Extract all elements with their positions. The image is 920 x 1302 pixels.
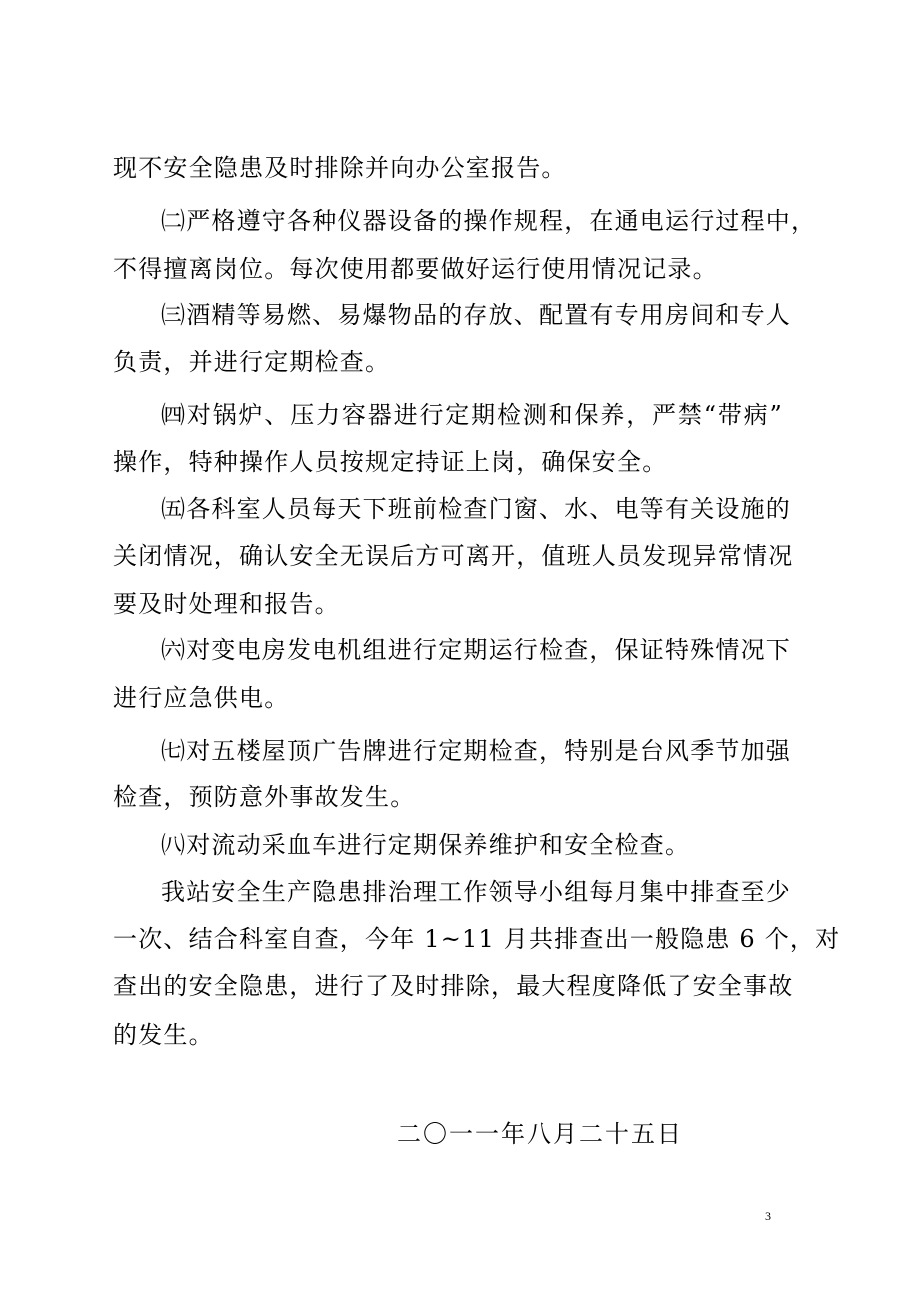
document-date: 二〇一一年八月二十五日 bbox=[397, 1120, 683, 1148]
item-8-line-1: ㈧对流动采血车进行定期保养维护和安全检查。 bbox=[161, 831, 691, 859]
item-4-line-1: ㈣对锅炉、压力容器进行定期检测和保养，严禁“带病” bbox=[161, 401, 783, 429]
summary-line-1: 我站安全生产隐患排治理工作领导小组每月集中排查至少 bbox=[161, 878, 791, 906]
item-2-line-1: ㈡严格遵守各种仪器设备的操作规程，在通电运行过程中， bbox=[161, 207, 817, 235]
item-3-line-1: ㈢酒精等易燃、易爆物品的存放、配置有专用房间和专人 bbox=[161, 301, 791, 329]
item-5-line-1: ㈤各科室人员每天下班前检查门窗、水、电等有关设施的 bbox=[161, 495, 791, 523]
item-7-line-2: 检查，预防意外事故发生。 bbox=[113, 783, 416, 811]
summary-line-3: 查出的安全隐患，进行了及时排除，最大程度降低了安全事故 bbox=[113, 972, 794, 1000]
text-line-continuation: 现不安全隐患及时排除并向办公室报告。 bbox=[113, 154, 567, 182]
summary-line-2: 一次、结合科室自查，今年 1~11 月共排查出一般隐患 6 个，对 bbox=[113, 925, 841, 953]
item-5-line-2: 关闭情况，确认安全无误后方可离开，值班人员发现异常情况 bbox=[113, 542, 794, 570]
item-5-line-3: 要及时处理和报告。 bbox=[113, 590, 340, 618]
item-2-line-2: 不得擅离岗位。每次使用都要做好运行使用情况记录。 bbox=[113, 255, 718, 283]
page-number: 3 bbox=[765, 1209, 771, 1223]
item-7-line-1: ㈦对五楼屋顶广告牌进行定期检查，特别是台风季节加强 bbox=[161, 737, 791, 765]
summary-line-4: 的发生。 bbox=[113, 1021, 214, 1049]
item-4-line-2: 操作，特种操作人员按规定持证上岗，确保安全。 bbox=[113, 448, 668, 476]
item-6-line-1: ㈥对变电房发电机组进行定期运行检查，保证特殊情况下 bbox=[161, 636, 791, 664]
item-3-line-2: 负责，并进行定期检查。 bbox=[113, 348, 391, 376]
item-6-line-2: 进行应急供电。 bbox=[113, 684, 290, 712]
